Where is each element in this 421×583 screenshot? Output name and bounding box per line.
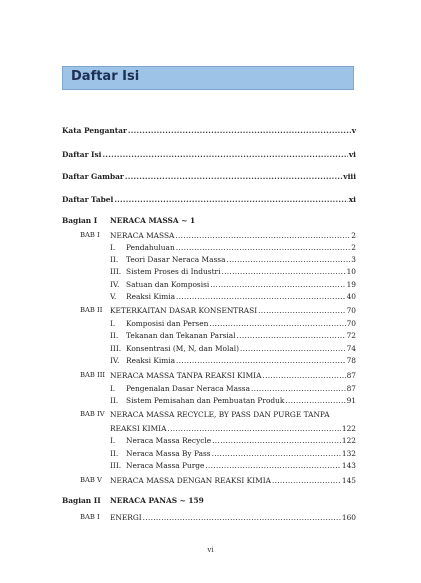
chapter-number: BAB III	[80, 371, 106, 379]
toc-section[interactable]: Sistem Pemisahan dan Pembuatan Produk ..... 91	[126, 396, 356, 405]
toc-section[interactable]: Neraca Massa By Pass ..... 132	[126, 449, 356, 458]
part-title[interactable]: NERACA PANAS ~ 159	[110, 496, 204, 505]
section-number: II.	[110, 449, 119, 458]
chapter-number: BAB IV	[80, 410, 105, 418]
section-number: IV.	[110, 280, 120, 289]
toc-section[interactable]: Konsentrasi (M, N, dan Molal) ..... 74	[126, 344, 356, 353]
section-number: V.	[110, 292, 117, 301]
toc-title: Daftar Isi	[71, 69, 140, 84]
section-number: II.	[110, 255, 119, 264]
section-number: II.	[110, 396, 119, 405]
toc-entry-daftar-isi[interactable]: Daftar Isi ..... vi	[62, 150, 356, 159]
toc-entry-daftar-tabel[interactable]: Daftar Tabel ..... xi	[62, 195, 356, 204]
part-number: Bagian II	[62, 496, 101, 505]
toc-section[interactable]: Komposisi dan Persen ..... 70	[126, 319, 356, 328]
toc-section[interactable]: Reaksi Kimia ..... 40	[126, 292, 356, 301]
section-number: II.	[110, 331, 119, 340]
toc-section[interactable]: Satuan dan Komposisi ..... 19	[126, 280, 356, 289]
chapter-number: BAB I	[80, 513, 100, 521]
toc-section[interactable]: Pendahuluan ..... 2	[126, 243, 356, 252]
section-number: I.	[110, 436, 116, 445]
toc-section[interactable]: Teori Dasar Neraca Massa ..... 3	[126, 255, 356, 264]
part-number: Bagian I	[62, 216, 98, 225]
toc-section[interactable]: Sistem Proses di Industri ..... 10	[126, 267, 356, 276]
section-number: III.	[110, 267, 122, 276]
section-number: I.	[110, 243, 116, 252]
toc-entry-daftar-gambar[interactable]: Daftar Gambar ..... viii	[62, 172, 356, 181]
toc-chapter[interactable]: REAKSI KIMIA ..... 122	[110, 424, 356, 433]
toc-section[interactable]: Pengenalan Dasar Neraca Massa ..... 87	[126, 384, 356, 393]
toc-chapter[interactable]: ENERGI ..... 160	[110, 513, 356, 522]
toc-chapter[interactable]: KETERKAITAN DASAR KONSENTRASI ..... 70	[110, 306, 356, 315]
page-number: vi	[207, 546, 214, 554]
chapter-number: BAB V	[80, 476, 102, 484]
chapter-number: BAB I	[80, 231, 100, 239]
toc-section[interactable]: Neraca Massa Purge ..... 143	[126, 461, 356, 470]
toc-chapter[interactable]: NERACA MASSA DENGAN REAKSI KIMIA ..... 145	[110, 476, 356, 485]
chapter-number: BAB II	[80, 306, 103, 314]
section-number: IV.	[110, 356, 120, 365]
toc-chapter[interactable]: NERACA MASSA ..... 2	[110, 231, 356, 240]
toc-section[interactable]: Neraca Massa Recycle ..... 122	[126, 436, 356, 445]
section-number: I.	[110, 319, 116, 328]
toc-entry-kata-pengantar[interactable]: Kata Pengantar ..... v	[62, 126, 356, 135]
section-number: III.	[110, 461, 122, 470]
toc-chapter[interactable]: NERACA MASSA TANPA REAKSI KIMIA ..... 87	[110, 371, 356, 380]
section-number: I.	[110, 384, 116, 393]
toc-section[interactable]: Reaksi Kimia ..... 78	[126, 356, 356, 365]
part-title[interactable]: NERACA MASSA ~ 1	[110, 216, 196, 225]
toc-section[interactable]: Tekanan dan Tekanan Parsial ..... 72	[126, 331, 356, 340]
section-number: III.	[110, 344, 122, 353]
chapter-title-line1[interactable]: NERACA MASSA RECYCLE, BY PASS DAN PURGE TANPA	[110, 410, 330, 419]
